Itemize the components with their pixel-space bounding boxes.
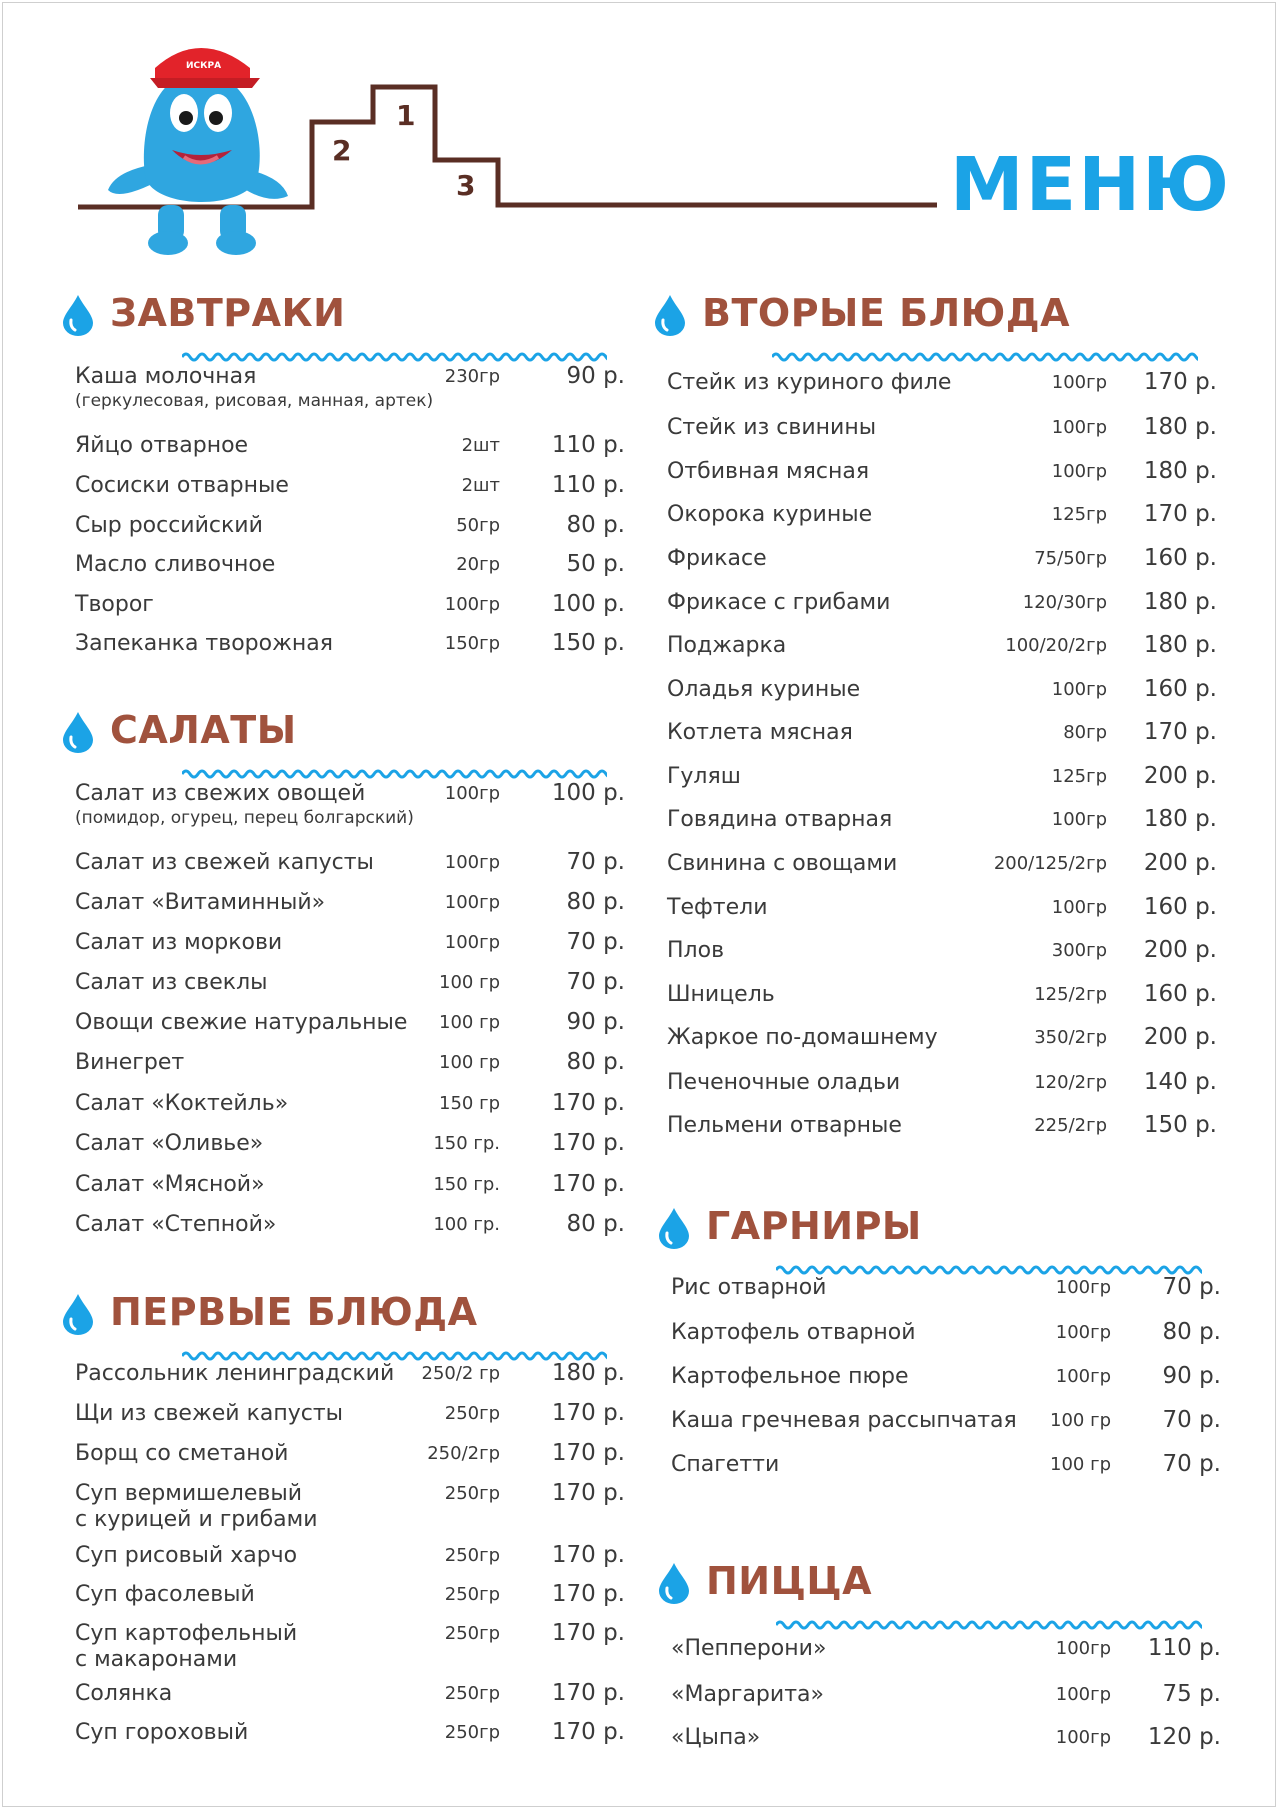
item-name: Суп рисовый харчо xyxy=(75,1543,298,1568)
item-weight: 250гр xyxy=(444,1623,500,1644)
item-price: 150 р. xyxy=(551,630,625,656)
item-price: 70 р. xyxy=(1162,1274,1221,1300)
item-price: 160 р. xyxy=(1143,981,1217,1007)
item-price: 170 р. xyxy=(551,1440,625,1466)
item-name: Щи из свежей капусты xyxy=(75,1401,344,1426)
item-name: Каша молочная xyxy=(75,364,257,389)
item-note: с курицей и грибами xyxy=(75,1507,318,1532)
item-name: Борщ со сметаной xyxy=(75,1441,289,1466)
item-name: Гуляш xyxy=(667,764,741,789)
item-weight: 120/30гр xyxy=(1022,592,1107,613)
item-weight: 100гр xyxy=(1055,1277,1111,1298)
item-name: Суп гороховый xyxy=(75,1720,249,1745)
section-title: ВТОРЫЕ БЛЮДА xyxy=(702,291,1070,335)
item-price: 90 р. xyxy=(1162,1363,1221,1389)
item-weight: 75/50гр xyxy=(1034,548,1107,569)
item-price: 70 р. xyxy=(566,929,625,955)
item-price: 200 р. xyxy=(1143,1024,1217,1050)
item-price: 180 р. xyxy=(551,1360,625,1386)
podium-place-2: 2 xyxy=(332,134,352,167)
item-weight: 100гр xyxy=(1051,897,1107,918)
item-weight: 125гр xyxy=(1051,766,1107,787)
item-price: 170 р. xyxy=(551,1542,625,1568)
item-weight: 20гр xyxy=(456,554,500,575)
section-header xyxy=(60,283,625,343)
item-name: Картофельное пюре xyxy=(671,1364,909,1389)
item-weight: 250гр xyxy=(444,1483,500,1504)
item-weight: 100 гр. xyxy=(433,1214,500,1235)
item-price: 100 р. xyxy=(551,591,625,617)
item-weight: 100гр xyxy=(444,932,500,953)
item-name: Оладья куриные xyxy=(667,677,861,702)
item-weight: 120/2гр xyxy=(1034,1072,1107,1093)
item-weight: 100гр xyxy=(1051,417,1107,438)
mascot xyxy=(108,48,288,255)
item-price: 170 р. xyxy=(1143,369,1217,395)
item-weight: 250/2 гр xyxy=(421,1363,500,1384)
item-price: 80 р. xyxy=(1162,1319,1221,1345)
item-price: 80 р. xyxy=(566,1211,625,1237)
item-price: 170 р. xyxy=(551,1581,625,1607)
item-name: Свинина с овощами xyxy=(667,851,898,876)
item-name: Салат «Степной» xyxy=(75,1212,277,1237)
podium-place-3: 3 xyxy=(456,169,476,202)
item-name: Каша гречневая рассыпчатая xyxy=(671,1408,1017,1433)
item-price: 180 р. xyxy=(1143,632,1217,658)
item-weight: 250/2гр xyxy=(427,1443,500,1464)
section-title: ГАРНИРЫ xyxy=(706,1204,922,1248)
item-price: 170 р. xyxy=(551,1480,625,1506)
item-price: 160 р. xyxy=(1143,894,1217,920)
section-header xyxy=(652,283,1217,343)
item-note: (геркулесовая, рисовая, манная, артек) xyxy=(75,391,434,411)
item-price: 180 р. xyxy=(1143,458,1217,484)
item-name: Салат из моркови xyxy=(75,930,283,955)
item-price: 80 р. xyxy=(566,1049,625,1075)
item-name: Отбивная мясная xyxy=(667,459,870,484)
item-name: Говядина отварная xyxy=(667,807,893,832)
item-name: Салат «Оливье» xyxy=(75,1131,264,1156)
item-name: «Маргарита» xyxy=(671,1682,824,1707)
item-name: Окорока куриные xyxy=(667,502,873,527)
item-name: Сыр российский xyxy=(75,513,263,538)
item-weight: 150 гр. xyxy=(433,1133,500,1154)
item-weight: 100 гр xyxy=(439,972,500,993)
section-header xyxy=(656,1551,1221,1611)
wave-divider xyxy=(182,349,607,363)
item-weight: 2шт xyxy=(461,435,500,456)
item-price: 140 р. xyxy=(1143,1069,1217,1095)
item-name: Запеканка творожная xyxy=(75,631,334,656)
item-price: 70 р. xyxy=(566,849,625,875)
section-header xyxy=(60,700,625,760)
item-price: 170 р. xyxy=(551,1130,625,1156)
water-drop-icon xyxy=(60,710,96,754)
item-name: Салат «Витаминный» xyxy=(75,890,326,915)
item-weight: 125гр xyxy=(1051,504,1107,525)
item-price: 120 р. xyxy=(1147,1724,1221,1750)
item-price: 170 р. xyxy=(551,1620,625,1646)
item-name: Пельмени отварные xyxy=(667,1113,902,1138)
item-weight: 150 гр. xyxy=(433,1174,500,1195)
item-name: Масло сливочное xyxy=(75,552,276,577)
item-weight: 100гр xyxy=(444,783,500,804)
item-name: Яйцо отварное xyxy=(75,433,249,458)
item-price: 75 р. xyxy=(1162,1681,1221,1707)
item-name: Рассольник ленинградский xyxy=(75,1361,395,1386)
menu-section xyxy=(656,1551,1221,1750)
item-price: 200 р. xyxy=(1143,850,1217,876)
water-drop-icon xyxy=(652,293,688,337)
item-price: 90 р. xyxy=(566,1009,625,1035)
item-price: 110 р. xyxy=(551,432,625,458)
item-name: «Цыпа» xyxy=(671,1725,761,1750)
item-price: 170 р. xyxy=(551,1090,625,1116)
menu-section xyxy=(656,1196,1221,1477)
item-price: 170 р. xyxy=(551,1400,625,1426)
item-weight: 100гр xyxy=(1055,1366,1111,1387)
section-title: ЗАВТРАКИ xyxy=(110,291,346,335)
section-title: ПИЦЦА xyxy=(706,1559,873,1603)
item-price: 170 р. xyxy=(1143,501,1217,527)
item-price: 100 р. xyxy=(551,780,625,806)
header xyxy=(0,0,1280,270)
item-weight: 100гр xyxy=(444,594,500,615)
item-name: Рис отварной xyxy=(671,1275,827,1300)
item-weight: 250гр xyxy=(444,1683,500,1704)
item-name: Творог xyxy=(75,592,154,617)
item-weight: 80гр xyxy=(1063,722,1107,743)
item-weight: 125/2гр xyxy=(1034,984,1107,1005)
mascot-cap-logo: ИСКРА xyxy=(186,61,222,71)
item-name: Салат «Коктейль» xyxy=(75,1091,289,1116)
item-weight: 100гр xyxy=(1051,809,1107,830)
item-price: 170 р. xyxy=(1143,719,1217,745)
item-weight: 350/2гр xyxy=(1034,1027,1107,1048)
item-weight: 2шт xyxy=(461,475,500,496)
item-price: 70 р. xyxy=(1162,1407,1221,1433)
wave-divider xyxy=(772,349,1198,363)
menu-section xyxy=(60,283,625,656)
item-price: 70 р. xyxy=(1162,1451,1221,1477)
item-price: 170 р. xyxy=(551,1171,625,1197)
section-title: САЛАТЫ xyxy=(110,708,297,752)
item-weight: 100гр xyxy=(1055,1684,1111,1705)
item-price: 150 р. xyxy=(1143,1112,1217,1138)
item-weight: 250гр xyxy=(444,1722,500,1743)
item-weight: 150гр xyxy=(444,633,500,654)
item-name: Суп картофельный xyxy=(75,1621,298,1646)
water-drop-icon xyxy=(60,1292,96,1336)
item-weight: 100 гр xyxy=(1050,1454,1111,1475)
item-price: 180 р. xyxy=(1143,806,1217,832)
item-price: 110 р. xyxy=(551,472,625,498)
item-weight: 100гр xyxy=(1051,372,1107,393)
menu-section xyxy=(60,1282,625,1745)
item-name: Стейк из куриного филе xyxy=(667,370,952,395)
wave-divider xyxy=(182,766,607,780)
wave-divider xyxy=(776,1262,1202,1276)
menu-section xyxy=(652,283,1217,1138)
item-weight: 200/125/2гр xyxy=(993,853,1107,874)
item-name: Стейк из свинины xyxy=(667,415,877,440)
item-name: Салат из свежих овощей xyxy=(75,781,366,806)
item-price: 180 р. xyxy=(1143,589,1217,615)
menu-section xyxy=(60,700,625,1237)
item-weight: 50гр xyxy=(456,515,500,536)
item-price: 70 р. xyxy=(566,969,625,995)
item-price: 90 р. xyxy=(566,363,625,389)
wave-divider xyxy=(776,1617,1202,1631)
item-price: 160 р. xyxy=(1143,676,1217,702)
item-name: Тефтели xyxy=(667,895,768,920)
item-name: Солянка xyxy=(75,1681,173,1706)
mascot-and-podium-illustration xyxy=(0,0,960,270)
item-name: Картофель отварной xyxy=(671,1320,916,1345)
item-name: «Пепперони» xyxy=(671,1636,827,1661)
item-price: 200 р. xyxy=(1143,763,1217,789)
item-weight: 100гр xyxy=(1055,1727,1111,1748)
item-price: 80 р. xyxy=(566,889,625,915)
item-weight: 250гр xyxy=(444,1403,500,1424)
item-price: 170 р. xyxy=(551,1680,625,1706)
item-price: 160 р. xyxy=(1143,545,1217,571)
item-name: Овощи свежие натуральные xyxy=(75,1010,408,1035)
item-weight: 230гр xyxy=(444,366,500,387)
item-name: Салат из свеклы xyxy=(75,970,268,995)
item-weight: 150 гр xyxy=(439,1093,500,1114)
water-drop-icon xyxy=(60,293,96,337)
item-weight: 225/2гр xyxy=(1034,1115,1107,1136)
section-title: ПЕРВЫЕ БЛЮДА xyxy=(110,1290,478,1334)
item-name: Жаркое по-домашнему xyxy=(667,1025,938,1050)
item-price: 200 р. xyxy=(1143,937,1217,963)
water-drop-icon xyxy=(656,1561,692,1605)
item-weight: 100 гр xyxy=(439,1052,500,1073)
item-price: 170 р. xyxy=(551,1719,625,1745)
item-price: 110 р. xyxy=(1147,1635,1221,1661)
item-weight: 250гр xyxy=(444,1584,500,1605)
item-name: Поджарка xyxy=(667,633,787,658)
item-name: Спагетти xyxy=(671,1452,780,1477)
item-price: 50 р. xyxy=(566,551,625,577)
item-name: Плов xyxy=(667,938,725,963)
item-name: Печеночные оладьи xyxy=(667,1070,901,1095)
item-weight: 300гр xyxy=(1051,940,1107,961)
item-weight: 100 гр xyxy=(1050,1410,1111,1431)
section-header xyxy=(60,1282,625,1342)
item-name: Котлета мясная xyxy=(667,720,853,745)
item-price: 80 р. xyxy=(566,512,625,538)
item-weight: 100гр xyxy=(444,852,500,873)
item-note: с макаронами xyxy=(75,1647,238,1672)
item-name: Суп фасолевый xyxy=(75,1582,255,1607)
item-name: Салат «Мясной» xyxy=(75,1172,265,1197)
item-name: Салат из свежей капусты xyxy=(75,850,374,875)
item-name: Суп вермишелевый xyxy=(75,1481,303,1506)
item-weight: 100гр xyxy=(1055,1322,1111,1343)
item-name: Фрикасе с грибами xyxy=(667,590,891,615)
item-weight: 100гр xyxy=(1051,679,1107,700)
page-title: МЕНЮ xyxy=(950,142,1231,228)
item-weight: 100 гр xyxy=(439,1012,500,1033)
item-weight: 100гр xyxy=(1055,1638,1111,1659)
item-name: Сосиски отварные xyxy=(75,473,289,498)
section-header xyxy=(656,1196,1221,1256)
item-weight: 100гр xyxy=(444,892,500,913)
item-weight: 100/20/2гр xyxy=(1005,635,1107,656)
item-weight: 100гр xyxy=(1051,461,1107,482)
item-weight: 250гр xyxy=(444,1545,500,1566)
water-drop-icon xyxy=(656,1206,692,1250)
item-name: Фрикасе xyxy=(667,546,767,571)
item-note: (помидор, огурец, перец болгарский) xyxy=(75,808,414,828)
item-name: Винегрет xyxy=(75,1050,185,1075)
item-name: Шницель xyxy=(667,982,775,1007)
item-price: 180 р. xyxy=(1143,414,1217,440)
podium-place-1: 1 xyxy=(396,99,416,132)
